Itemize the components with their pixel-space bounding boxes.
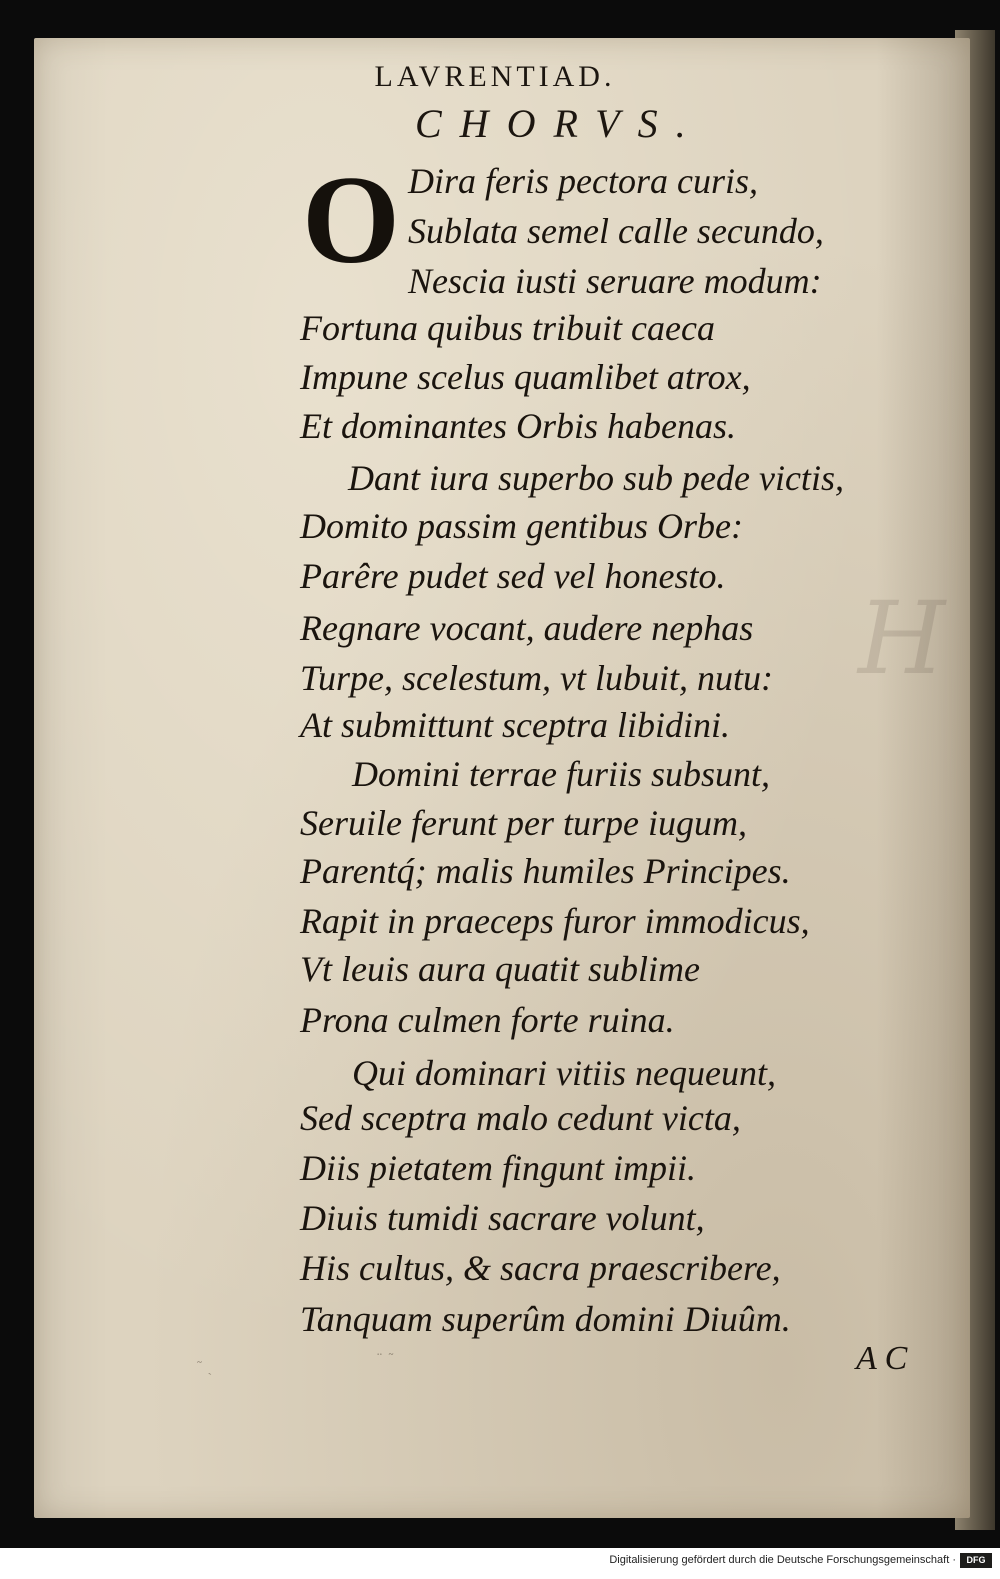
verse-line: Parêre pudet sed vel honesto.: [300, 556, 726, 596]
verse-line: Turpe, scelestum, vt lubuit, nutu:: [300, 658, 773, 698]
chorus-heading: CHORVS.: [415, 101, 704, 146]
funding-credit: Digitalisierung gefördert durch die Deutsche Forschungsgemeinschaft ·: [609, 1554, 956, 1566]
drop-cap: O: [302, 151, 401, 290]
verse-line: Et dominantes Orbis habenas.: [300, 406, 736, 446]
ink-smudge: ¨ ˜: [376, 1352, 395, 1368]
verse-line: Prona culmen forte ruina.: [300, 1000, 675, 1040]
verse-line: Rapit in praeceps furor immodicus,: [300, 901, 810, 941]
bleed-through-letter: H: [858, 580, 946, 697]
verse-line: Domito passim gentibus Orbe:: [300, 506, 743, 546]
dfg-logo: DFG: [960, 1553, 992, 1568]
verse-line: Nescia iusti seruare modum:: [408, 261, 822, 301]
verse-line: Diuis tumidi sacrare volunt,: [300, 1198, 705, 1238]
verse-line: Qui dominari vitiis nequeunt,: [352, 1053, 776, 1093]
verse-line: Vt leuis aura quatit sublime: [300, 949, 700, 989]
verse-line: Diis pietatem fingunt impii.: [300, 1148, 696, 1188]
verse-line: Sed sceptra malo cedunt victa,: [300, 1098, 741, 1138]
verse-line: Impune scelus quamlibet atrox,: [300, 357, 751, 397]
verse-line: Dira feris pectora curis,: [408, 161, 758, 201]
verse-line: Tanquam superûm domini Diuûm.: [300, 1299, 791, 1339]
catchword: A C: [856, 1340, 908, 1377]
verse-line: Regnare vocant, audere nephas: [300, 608, 754, 648]
verse-line: Parentq́; malis humiles Principes.: [300, 851, 791, 891]
ink-smudge: ˜ ˏ: [196, 1360, 213, 1376]
verse-line: Domini terrae furiis subsunt,: [352, 754, 771, 794]
verse-line: Fortuna quibus tribuit caeca: [300, 308, 715, 348]
verse-line: At submittunt sceptra libidini.: [300, 705, 730, 745]
verse-line: Seruile ferunt per turpe iugum,: [300, 803, 747, 843]
verse-line: Sublata semel calle secundo,: [408, 211, 824, 251]
verse-line: His cultus, & sacra praescribere,: [300, 1248, 781, 1288]
running-head: LAVRENTIAD.: [374, 60, 616, 93]
verse-line: Dant iura superbo sub pede victis,: [348, 458, 844, 498]
